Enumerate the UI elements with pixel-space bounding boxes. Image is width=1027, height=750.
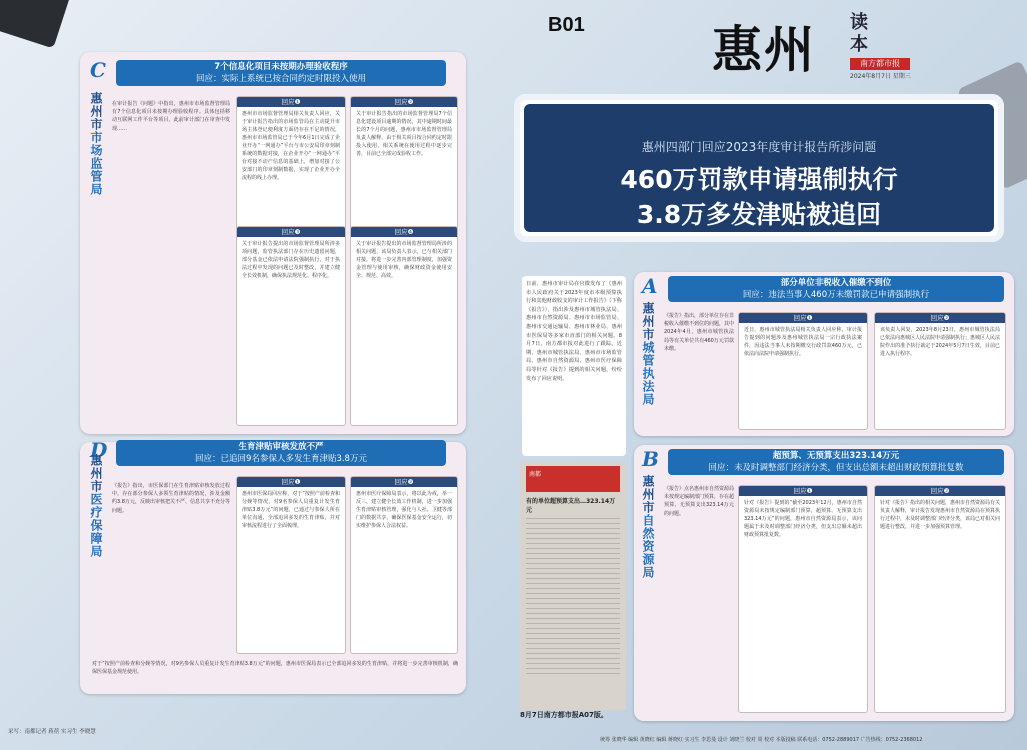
section-d-card-2 <box>350 476 458 654</box>
section-d-vertical-hl: 医疗保障局 <box>89 493 103 558</box>
section-c-vertical-label <box>88 92 105 196</box>
card-title: 回应❶ <box>237 97 345 107</box>
hero-headline-2: 3.8万多发津贴被追回 <box>636 200 882 229</box>
section-b-reply: 回应：未及时调整部门经济分类，但支出总额未超出财政预算批复数 <box>708 463 964 473</box>
section-b-letter: B <box>642 447 659 471</box>
clipping-header: 南都 <box>526 466 620 492</box>
clipping-headline: 有的单位超预算支出…323.14万元 <box>526 498 616 514</box>
card-body: 惠州市医疗保障局表示，将以此为戒，举一反三，建立健全长效工作机制，进一步加强生育津贴审核管理，强化与人社、卫健等部门的数据共享，确保医保基金安全运行，切实维护参保人合法权益。 <box>356 491 452 529</box>
section-a-card-2 <box>874 312 1006 430</box>
hero-subtitle: 惠州四部门回应2023年度审计报告所涉问题 <box>641 140 877 154</box>
section-d-vertical-label <box>88 454 105 558</box>
hero-inner <box>524 104 994 232</box>
footer-staff: 统筹 张晓华 编辑 黄晓红 编辑 蒋晓红 实习生 李思曼 设计 刘晓兰 校对 周 校对 本版投稿 联系电话：0752-2889017 广告热线：0752-2368012 <box>600 737 923 743</box>
newspaper-clipping-image <box>520 462 626 710</box>
section-c-card-4 <box>350 226 458 426</box>
section-c-vertical-hl: 市场监管局 <box>89 131 103 196</box>
section-b-panel <box>634 445 1014 721</box>
section-b-vertical-label <box>640 475 657 579</box>
section-a-panel <box>634 272 1014 436</box>
section-a-card-1 <box>738 312 868 430</box>
card-title: 回应❹ <box>351 227 457 237</box>
publication-date: 2024年8月7日 星期三 <box>850 73 911 80</box>
section-c-panel <box>80 52 466 434</box>
section-c-letter: C <box>90 58 106 82</box>
footer-credit: 采写：南都记者 蒋蓓 实习生 李晓慧 <box>8 729 96 735</box>
section-a-vertical-pre: 惠州市 <box>641 302 655 341</box>
card-body: 该负责人回复，2023年8月23日，惠州市城管执法局已依法向惠城区人民法院申请强制执行；惠城区人民法院作出的准予执行裁定于2024年5月7日生效，目前已进入执行程序。 <box>880 327 1001 357</box>
section-c-vertical-pre: 惠州市 <box>89 92 103 131</box>
section-a-title: 部分单位非税收入催缴不到位 <box>780 278 892 288</box>
card-title: 回应❸ <box>237 227 345 237</box>
card-title: 回应❶ <box>237 477 345 487</box>
card-body: 针对《报告》提到的“截至2023年12月，惠州市自然资源局未按规定编制部门预算，超预算、无预算支出323.14万元”的问题，惠州市自然资源局表示，该问题属于未及时调整部门经济分类，但支出总额未超出财政预算批复数。 <box>744 500 862 538</box>
section-c-reply: 回应：实际上系统已按合同约定时限投入使用 <box>195 74 366 84</box>
section-b-title: 超预算、无预算支出323.14万元 <box>772 451 900 461</box>
section-a-reply: 回应：违法当事人460万未缴罚款已申请强制执行 <box>742 290 930 300</box>
section-a-vertical-hl: 城管执法局 <box>641 341 655 406</box>
card-body: 近日，惠州市城管执法局相关负责人回应称，审计报告提到的问题涉及惠州城管执法局一宗行政执法案件，因违法当事人未按期缴交行政罚款460万元，已依法向法院申请强制执行。 <box>744 327 862 357</box>
card-title: 回应❶ <box>739 486 867 496</box>
card-body: 惠州市医保局回应称，对于“按照产前检查和分娩等情况，对9名参保人员重复计发生育津贴3.8万元”的问题，已通过与参保人所在单位沟通，全部追回多发的生育津贴，并对审核流程进行了全面梳理。 <box>242 491 340 529</box>
section-c-title: 7个信息化项目未按期办理验收程序 <box>214 62 348 72</box>
section-c-card-3 <box>236 226 346 426</box>
card-body: 关于审计报告提出的市场监督管理局所涉的相关问题，该局负责人表示，已与相关部门对接，将进一步完善内部管理制度，加强资金管理与使用审核，确保财政资金使用安全、规范、高效。 <box>356 241 452 279</box>
section-a-intro: 《报告》指出，部分单位存在非税收入催缴不到位的问题，其中2024年4月，惠州市城管执法局等有关单位共有460万元罚款未缴。 <box>664 313 734 352</box>
masthead-title: 惠州 <box>712 20 816 79</box>
clipping-text-lines <box>526 514 620 674</box>
section-d-vertical-pre: 惠州市 <box>89 454 103 493</box>
card-body: 关于审计报告指出的市场监督管理局7个信息化建设项目逾期的情况，其中逾期时间最长的7个月的问题，惠州市市场监督管理局负责人解释，由于相关项目按合同约定时限投入使用，相关系统在使用过程中逐步完善，目前已全部完成验收工作。 <box>356 111 452 157</box>
section-d-bottom-text: 对于“按照产前检查和分娩等情况，对9名参保人员重复计发生育津贴3.8万元”的问题，惠州市医保局表示已全部追回多发的生育津贴，并将进一步完善审核机制，确保医保基金规范使用。 <box>92 661 458 675</box>
page-number: B01 <box>548 14 585 36</box>
section-d-intro: 《报告》指出，市医保部门在生育津贴审核发放过程中，存在部分参保人多领生育津贴的情况，涉及金额约3.8万元，反映出审核把关不严、信息共享不充分等问题。 <box>112 483 230 514</box>
card-body: 针对《报告》指出的相关问题，惠州市自然资源局有关负责人解释，审计报告发现惠州市自然资源局在预算执行过程中，未及时调整部门经济分类，该局已对相关问题进行整改，并进一步加强预算管理。 <box>880 500 1001 530</box>
section-b-vertical-hl: 自然资源局 <box>641 514 655 579</box>
hero-box <box>514 94 1004 242</box>
masthead-subtitle: 读本 <box>850 12 868 55</box>
section-b-card-1 <box>738 485 868 713</box>
section-b-intro: 《报告》点名惠州市自然资源局未按规定编制部门预算，存在超预算、无预算支出323.14万元的问题。 <box>664 486 734 517</box>
section-d-banner <box>116 440 446 466</box>
section-a-banner <box>668 276 1004 302</box>
clipping-caption: 8月7日南方都市报A07版。 <box>520 711 608 719</box>
section-d-letter: D <box>90 438 108 462</box>
section-d-title: 生育津贴审核发放不严 <box>238 442 324 452</box>
section-c-intro: 在审计报告《问题》中指出，惠州市市场监督管理局有7个信息化项目未按期办理验收程序。具体包括移动互联网工作平台等项目，此前审计部门在审查中发现…… <box>112 101 230 132</box>
section-d-card-1 <box>236 476 346 654</box>
lead-article: 日前，惠州市审计局在官微发布了《惠州市人民政府关于2023年度市本级预算执行和其他财政收支的审计工作报告》（下称《报告》），指出涉及惠州市城管执法局、惠州市自然资源局、惠州市市场监管局、惠州市交通运输局、惠州市林业局、惠州市医保局等多家市直部门的相关问题。8月7日，南方都市报对此进行了跟踪。近期，惠州市城管执法局、惠州市市场监管局、惠州市自然资源局、惠州市医疗保障局等针对《报告》提到的相关问题，纷纷发布了回应说明。 <box>522 276 626 456</box>
hero-headline-1: 460万罚款申请强制执行 <box>620 165 898 194</box>
section-a-letter: A <box>642 274 658 298</box>
section-d-reply: 回应：已追回9名参保人多发生育津贴3.8万元 <box>195 454 367 464</box>
card-title: 回应❶ <box>739 313 867 323</box>
section-d-panel <box>80 438 466 694</box>
section-b-vertical-pre: 惠州市 <box>641 475 655 514</box>
card-body: 关于审计报告提出的市场监督管理局所涉多项问题，监管执法部门存在历史遗留问题，部分基金已依法申请法院强制执行，对于执法过程中发现的问题已及时整改，并建立健全长效机制，确保执法规范化、程序化。 <box>242 241 340 279</box>
card-title: 回应❷ <box>351 477 457 487</box>
card-body: 惠州市市场监督管理局相关负责人回应，关于审计报告指出的市场监管局在主动提升市场主体登记便利度方面仍存在不足的情况，惠州市市场监管局已于今年6月1日完成了企业开办“一网通办”平台与市公安局印章刻制系统的数据对接，在企业开办“一网通办”平台对接不动产信息的基础上，增加对接了公安部门的印章刻制数据，实现了企业开办全流程的线上办理。 <box>242 111 340 181</box>
section-c-banner <box>116 60 446 86</box>
card-title: 回应❷ <box>875 313 1005 323</box>
section-b-banner <box>668 449 1004 475</box>
card-title: 回应❷ <box>351 97 457 107</box>
section-b-card-2 <box>874 485 1006 713</box>
section-a-vertical-label <box>640 302 657 406</box>
card-title: 回应❷ <box>875 486 1005 496</box>
newspaper-logo: 南方都市报 <box>850 58 910 70</box>
